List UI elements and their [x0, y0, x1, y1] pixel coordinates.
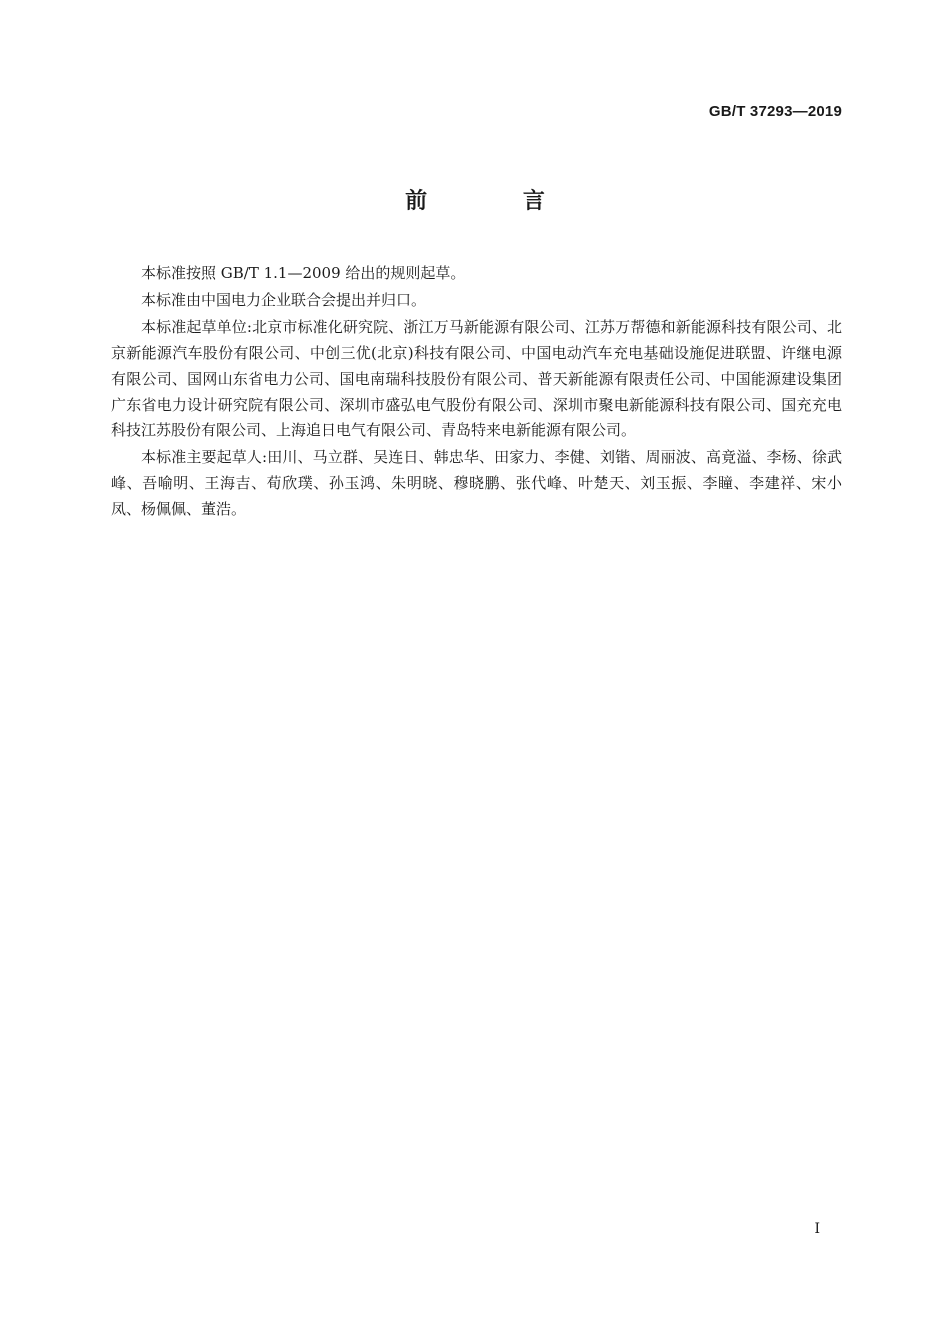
- paragraph-proposer: 本标准由中国电力企业联合会提出并归口。: [141, 291, 427, 310]
- paragraph-drafting-rules: 本标准按照 GB/T 1.1—2009 给出的规则起草。: [141, 264, 466, 282]
- preface-body: [111, 261, 842, 524]
- page-title: 前 言: [405, 189, 589, 214]
- paragraph-drafting-units: 本标准起草单位:北京市标准化研究院、浙江万马新能源有限公司、江苏万帮德和新能源科技有限公司、北京新能源汽车股份有限公司、中创三优(北京)科技有限公司、中国电动汽车充电基础设施促进联盟、许继电源有限公司、国网山东省电力公司、国电南瑞科技股份有限公司、普天新能源有限责任公司、中国能源建设集团广东省电力设计研究院有限公司、深圳市盛弘电气股份有限公司、深圳市聚电新能源科技有限公司、国充充电科技江苏股份有限公司、上海追日电气有限公司、青岛特来电新能源有限公司。: [111, 318, 842, 440]
- page-number: I: [814, 1221, 820, 1237]
- standard-number: GB/T 37293—2019: [708, 103, 842, 120]
- paragraph-drafters: 本标准主要起草人:田川、马立群、吴连日、韩忠华、田家力、李健、刘锴、周丽波、高竟溢、李杨、徐武峰、吾喻明、王海吉、荀欣璞、孙玉鸿、朱明晓、穆晓鹏、张代峰、叶楚天、刘玉振、李瞳、李建祥、宋小凤、杨佩佩、董浩。: [111, 448, 842, 518]
